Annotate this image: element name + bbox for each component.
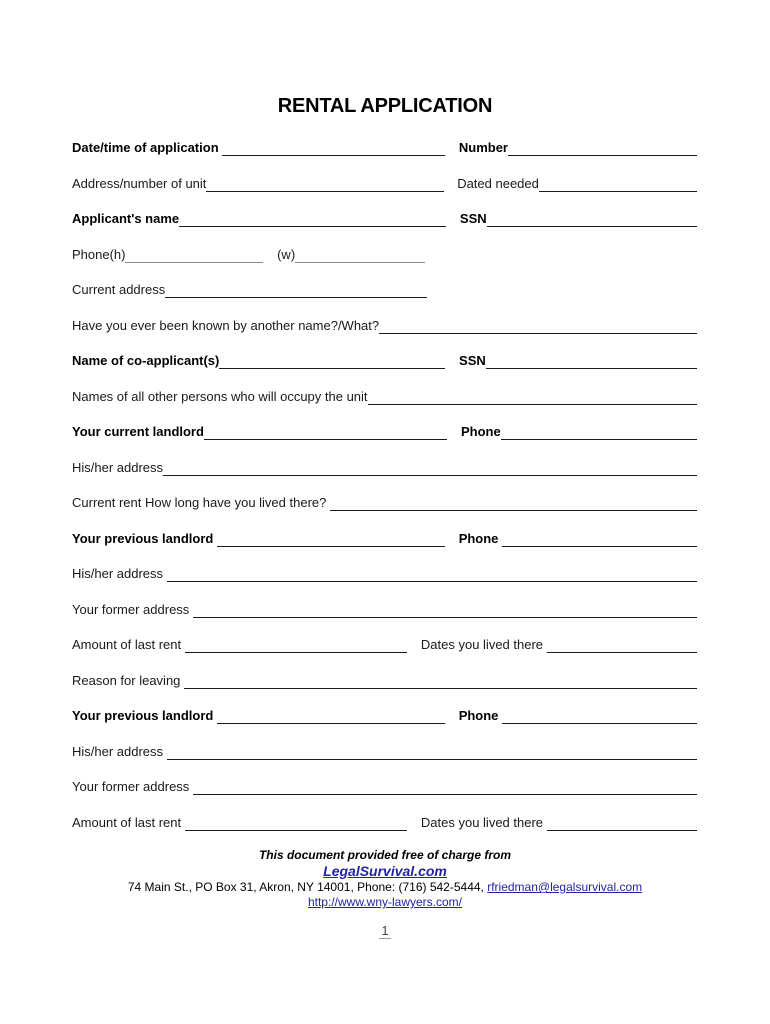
blank-line[interactable] xyxy=(379,316,697,334)
field-label: Your previous landlord xyxy=(72,708,217,723)
website-link[interactable]: http://www.wny-lawyers.com/ xyxy=(307,895,463,909)
form-row xyxy=(72,422,697,441)
page-number: 1 xyxy=(381,923,389,938)
blank-line[interactable] xyxy=(217,529,445,547)
field-label: Your former address xyxy=(72,779,193,794)
document-footer xyxy=(0,848,770,910)
blank-line[interactable] xyxy=(193,777,697,795)
field-label: Amount of last rent xyxy=(72,814,185,830)
form-row xyxy=(72,635,697,654)
blank-line[interactable] xyxy=(193,600,697,618)
form-row xyxy=(72,351,697,370)
form-row xyxy=(72,777,697,796)
blank-line[interactable] xyxy=(167,564,697,582)
field-label: Dates you lived there xyxy=(417,814,547,830)
field-label: Reason for leaving xyxy=(72,672,185,688)
blank-line[interactable] xyxy=(184,671,697,689)
field-label: Date/time of application xyxy=(72,140,223,155)
field-label: His/her address xyxy=(72,459,164,475)
field-label: Dates you lived there xyxy=(417,637,547,652)
form-row xyxy=(72,564,697,583)
blank-line[interactable] xyxy=(167,742,697,760)
form-row xyxy=(72,316,697,335)
form-row xyxy=(72,493,697,512)
field-label: SSN xyxy=(456,211,487,226)
field-label: Your previous landlord xyxy=(72,530,217,546)
form-row xyxy=(72,209,697,228)
field-label: Amount of last rent xyxy=(72,637,185,652)
blank-line[interactable] xyxy=(502,529,697,547)
form-row xyxy=(72,671,697,690)
form-row xyxy=(72,458,697,477)
field-label: Phone xyxy=(455,708,503,723)
field-label: SSN xyxy=(455,353,486,368)
document-title: RENTAL APPLICATION xyxy=(277,95,493,117)
field-label: (w) xyxy=(273,246,296,262)
blank-line[interactable] xyxy=(204,422,447,440)
blank-line[interactable] xyxy=(330,493,697,511)
form-row xyxy=(72,138,697,157)
blank-line[interactable] xyxy=(222,138,445,156)
form-rows xyxy=(72,138,697,832)
blank-line[interactable] xyxy=(486,351,697,369)
field-label: His/her address xyxy=(72,566,167,581)
blank-line[interactable] xyxy=(547,813,697,831)
blank-line[interactable] xyxy=(125,245,263,263)
provided-by-text: This document provided free of charge from xyxy=(258,848,512,862)
field-label: Your former address xyxy=(72,601,193,617)
blank-line[interactable] xyxy=(163,458,697,476)
blank-line[interactable] xyxy=(487,209,697,227)
form-row xyxy=(72,813,697,832)
form-row xyxy=(72,174,697,193)
blank-line[interactable] xyxy=(502,706,697,724)
blank-line[interactable] xyxy=(185,635,408,653)
blank-line[interactable] xyxy=(547,635,697,653)
blank-line[interactable] xyxy=(219,351,445,369)
form-row xyxy=(72,245,697,264)
field-label: His/her address xyxy=(72,743,167,759)
blank-line[interactable] xyxy=(295,245,425,263)
blank-line[interactable] xyxy=(217,706,445,724)
field-label: Name of co-applicant(s) xyxy=(72,353,220,368)
field-label: Names of all other persons who will occupy the unit xyxy=(72,388,368,404)
field-label: Number xyxy=(455,140,508,155)
form-row xyxy=(72,742,697,761)
form-row xyxy=(72,706,697,725)
page-number-container xyxy=(0,922,770,940)
blank-line[interactable] xyxy=(206,174,443,192)
blank-line[interactable] xyxy=(185,813,408,831)
field-label: Phone(h) xyxy=(72,246,126,262)
form-row xyxy=(72,387,697,406)
field-label: Phone xyxy=(455,530,503,546)
blank-line[interactable] xyxy=(165,280,427,298)
blank-line[interactable] xyxy=(539,174,697,192)
email-link[interactable]: rfriedman@legalsurvival.com xyxy=(487,880,643,894)
blank-line[interactable] xyxy=(501,422,697,440)
form-row xyxy=(72,280,697,299)
field-label: Applicant's name xyxy=(72,211,180,226)
blank-line[interactable] xyxy=(368,387,697,405)
field-label: Dated needed xyxy=(453,175,539,191)
field-label: Your current landlord xyxy=(72,424,204,439)
field-label: Have you ever been known by another name?/What? xyxy=(72,317,380,333)
blank-line[interactable] xyxy=(508,138,697,156)
footer-address-text: 74 Main St., PO Box 31, Akron, NY 14001, Phone: (716) 542-5444, xyxy=(127,880,488,894)
blank-line[interactable] xyxy=(179,209,446,227)
form-row xyxy=(72,529,697,548)
field-label: Current rent How long have you lived there? xyxy=(72,495,330,510)
form-row xyxy=(72,600,697,619)
legalsurvival-link[interactable]: LegalSurvival.com xyxy=(323,863,447,879)
field-label: Phone xyxy=(457,424,501,439)
field-label: Address/number of unit xyxy=(72,175,207,191)
field-label: Current address xyxy=(72,282,166,297)
